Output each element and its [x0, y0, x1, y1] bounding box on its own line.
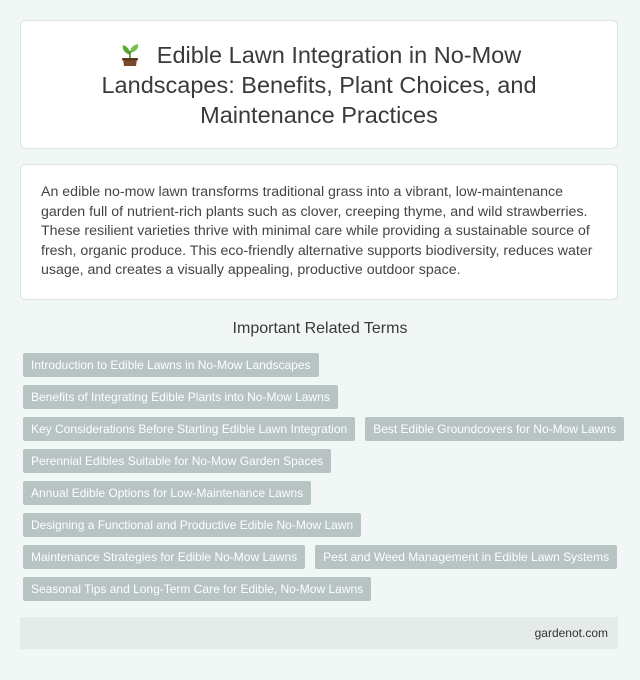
page-title	[51, 40, 587, 130]
related-term-tag[interactable]: Key Considerations Before Starting Edible Lawn Integration	[23, 417, 355, 441]
related-term-tag[interactable]: Best Edible Groundcovers for No-Mow Lawns	[365, 417, 624, 441]
term-row	[23, 449, 621, 473]
term-row	[23, 545, 621, 569]
term-row	[23, 577, 621, 601]
related-terms-list	[23, 353, 621, 609]
related-term-tag[interactable]: Perennial Edibles Suitable for No-Mow Garden Spaces	[23, 449, 331, 473]
related-term-tag[interactable]: Seasonal Tips and Long-Term Care for Edible, No-Mow Lawns	[23, 577, 371, 601]
footer-bar	[20, 617, 618, 649]
term-row	[23, 513, 621, 537]
related-term-tag[interactable]: Designing a Functional and Productive Edible No-Mow Lawn	[23, 513, 361, 537]
related-term-tag[interactable]: Maintenance Strategies for Edible No-Mow Lawns	[23, 545, 305, 569]
intro-paragraph: An edible no-mow lawn transforms traditional grass into a vibrant, low-maintenance garden full of nutrient-rich plants such as clover, creeping thyme, and wild strawberries. These resilient varieties thrive with minimal care while providing a sustainable source of fresh, organic produce. This eco-friendly alternative supports biodiversity, reduces water usage, and creates a visually appealing, productive outdoor space.	[41, 184, 593, 278]
term-row	[23, 417, 621, 441]
seedling-icon	[117, 41, 143, 67]
related-terms-heading: Important Related Terms	[232, 320, 408, 337]
related-term-tag[interactable]: Introduction to Edible Lawns in No-Mow Landscapes	[23, 353, 319, 377]
related-term-tag[interactable]: Benefits of Integrating Edible Plants into No-Mow Lawns	[23, 385, 338, 409]
page-title-text: Edible Lawn Integration in No-Mow Landscapes: Benefits, Plant Choices, and Maintenance Practices	[101, 41, 537, 128]
term-row	[23, 353, 621, 377]
intro-card	[20, 164, 618, 300]
site-link[interactable]: gardenot.com	[534, 626, 608, 640]
term-row	[23, 481, 621, 505]
term-row	[23, 385, 621, 409]
related-term-tag[interactable]: Annual Edible Options for Low-Maintenance Lawns	[23, 481, 311, 505]
related-term-tag[interactable]: Pest and Weed Management in Edible Lawn Systems	[315, 545, 617, 569]
title-card	[20, 20, 618, 149]
